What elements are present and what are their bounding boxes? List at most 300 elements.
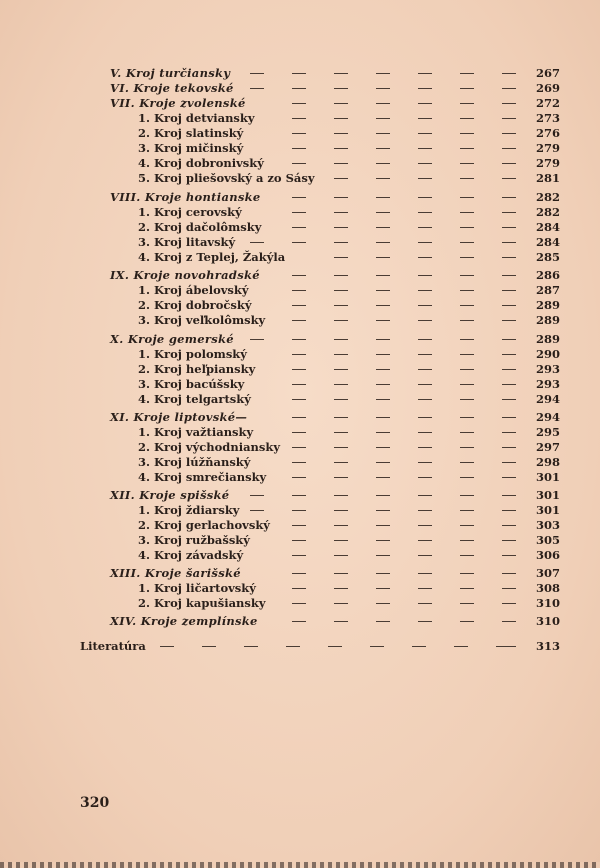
leader-dash [376,242,390,243]
leader-dash [460,603,474,604]
toc-page: 284 [535,235,560,249]
leader-dash [376,118,390,119]
leader-dash [334,399,348,400]
toc-label: 3. Kroj lúžňanský [138,455,251,469]
leader-dash [460,257,474,258]
leader-dash [502,621,516,622]
leader-dash [244,646,258,647]
leader-dash [460,133,474,134]
leader-dash [418,432,432,433]
leader-dash [376,540,390,541]
leader-dash [334,88,348,89]
toc-page: 269 [535,81,560,95]
leader-dash [292,510,306,511]
leader-dash [502,399,516,400]
toc-label: 3. Kroj mičinský [138,141,244,155]
leader-dash [376,354,390,355]
leader-dash [292,197,306,198]
toc-page: 294 [535,410,560,424]
leader-dash [250,88,264,89]
toc-label: 3. Kroj litavský [138,235,236,249]
leader-dash [418,555,432,556]
toc-label: IX. Kroje novohradské [110,268,260,282]
leader-dash [292,227,306,228]
leader-dash [502,555,516,556]
leader-dash [334,477,348,478]
leader-dash [418,178,432,179]
toc-entry [138,220,560,235]
leader-dash [460,477,474,478]
leader-dash [292,477,306,478]
toc-label: 1. Kroj ličartovský [138,581,256,595]
leader-dash [418,525,432,526]
leader-dash [502,118,516,119]
leader-dash [292,212,306,213]
leader-dash [292,369,306,370]
leader-dash [412,646,426,647]
leader-dash [460,525,474,526]
toc-label: XIV. Kroje zemplínske [110,614,258,628]
leader-dash [460,417,474,418]
toc-entry [138,235,560,250]
toc-page: 301 [535,470,560,484]
leader-dash [376,178,390,179]
leader-dash [292,339,306,340]
leader-dash [418,447,432,448]
leader-dash [376,525,390,526]
leader-dash [460,432,474,433]
toc-entry [138,141,560,156]
leader-dash [460,290,474,291]
toc-section [110,268,560,283]
leader-dash [376,227,390,228]
toc-entry [138,581,560,596]
leader-dash [502,148,516,149]
leader-dash [460,495,474,496]
leader-dash [460,227,474,228]
toc-page: 307 [535,566,560,580]
leader-dash [328,646,342,647]
leader-dash [502,510,516,511]
leader-dash [334,197,348,198]
toc-page: 276 [535,126,560,140]
leader-dash [376,510,390,511]
toc-page: 293 [535,377,560,391]
leader-dash [334,417,348,418]
leader-dash [418,384,432,385]
leader-dash [334,339,348,340]
leader-dash [418,510,432,511]
toc-label: XIII. Kroje šarišské [110,566,241,580]
leader-dash [376,339,390,340]
leader-dash [502,339,516,340]
toc-page: 286 [535,268,560,282]
leader-dash [334,384,348,385]
toc-section [110,332,560,347]
leader-dash [460,197,474,198]
leader-dash [502,525,516,526]
toc-label: 2. Kroj kapušiansky [138,596,266,610]
leader-dash [418,305,432,306]
leader-dash [250,510,264,511]
leader-dash [334,118,348,119]
leader-dash [418,197,432,198]
leader-dash [418,118,432,119]
toc-page: 313 [535,639,560,653]
leader-dash [502,290,516,291]
toc-label: 1. Kroj važtiansky [138,425,254,439]
leader-dash [160,646,174,647]
leader-dash [292,133,306,134]
leader-dash [376,257,390,258]
leader-dash [460,305,474,306]
toc-label: 3. Kroj ružbašský [138,533,250,547]
leader-dash [418,212,432,213]
leader-dash [250,242,264,243]
leader-dash [376,212,390,213]
leader-dash [502,212,516,213]
leader-dash [376,447,390,448]
leader-dash [334,573,348,574]
leader-dash [250,495,264,496]
leader-dash [460,88,474,89]
leader-dash [418,603,432,604]
leader-dash [334,103,348,104]
toc-label: 1. Kroj polomský [138,347,247,361]
toc-entry [138,362,560,377]
toc-section [110,190,560,205]
leader-dash [334,148,348,149]
toc-label: 4. Kroj z Teplej, Žakýla [138,250,286,264]
leader-dash [502,384,516,385]
leader-dash [292,354,306,355]
toc-section [110,566,560,581]
toc-label: 2. Kroj dobročský [138,298,252,312]
leader-dash [418,290,432,291]
leader-dash [334,354,348,355]
toc-page: 267 [535,66,560,80]
toc-label: XII. Kroje spišské [110,488,230,502]
toc-entry [138,596,560,611]
leader-dash [292,73,306,74]
toc-page: 295 [535,425,560,439]
leader-dash [334,447,348,448]
leader-dash [292,621,306,622]
leader-dash [460,148,474,149]
leader-dash [460,73,474,74]
toc-page: 310 [535,614,560,628]
leader-dash [502,540,516,541]
leader-dash [418,477,432,478]
leader-dash [376,133,390,134]
leader-dash [460,462,474,463]
toc-label: 2. Kroj slatinský [138,126,244,140]
toc-page: 301 [535,488,560,502]
toc-entry [138,455,560,470]
leader-dash [418,73,432,74]
toc-entry [138,156,560,171]
toc-entry [138,440,560,455]
leader-dash [292,148,306,149]
toc-label: 4. Kroj závadský [138,548,244,562]
toc-page: 287 [535,283,560,297]
leader-dash [502,257,516,258]
leader-dash [292,540,306,541]
leader-dash [292,588,306,589]
toc-label: 2. Kroj východniansky [138,440,281,454]
toc-entry [138,518,560,533]
leader-dash [460,339,474,340]
leader-dash [376,320,390,321]
leader-dash [334,320,348,321]
toc-label: 1. Kroj detviansky [138,111,255,125]
leader-dash [376,88,390,89]
leader-dash [334,588,348,589]
toc-label: 2. Kroj dačolômsky [138,220,262,234]
leader-dash [502,163,516,164]
leader-dash [376,603,390,604]
page-number: 320 [80,795,110,811]
toc-entry [138,205,560,220]
leader-dash [418,163,432,164]
leader-dash [418,275,432,276]
leader-dash [460,118,474,119]
leader-dash [502,275,516,276]
leader-dash [292,417,306,418]
leader-dash [460,621,474,622]
leader-dash [292,384,306,385]
leader-dash [460,275,474,276]
leader-dash [292,118,306,119]
leader-dash [502,320,516,321]
leader-dash [376,163,390,164]
toc-label: VII. Kroje zvolenské [110,96,246,110]
leader-dash [502,495,516,496]
toc-section [110,488,560,503]
toc-label: 3. Kroj bacúšsky [138,377,245,391]
leader-dash [502,197,516,198]
leader-dash [418,621,432,622]
leader-dash [376,621,390,622]
toc-page: 289 [535,298,560,312]
leader-dash [502,432,516,433]
toc-page: 297 [535,440,560,454]
leader-dash [292,555,306,556]
leader-dash [460,178,474,179]
toc-entry [138,126,560,141]
toc-label: XI. Kroje liptovské— [110,410,248,424]
leader-dash [334,227,348,228]
toc-page: 272 [535,96,560,110]
leader-dash [292,462,306,463]
leader-dash [334,163,348,164]
leader-dash [292,275,306,276]
leader-dash [334,525,348,526]
leader-dash [376,417,390,418]
toc-page: 290 [535,347,560,361]
leader-dash [460,163,474,164]
toc-entry [138,470,560,485]
leader-dash [418,354,432,355]
toc-section [110,410,560,425]
toc-page: 279 [535,141,560,155]
leader-dash [418,339,432,340]
toc-page: 282 [535,190,560,204]
toc-label: VI. Kroje tekovské [110,81,234,95]
leader-dash [502,477,516,478]
toc-entry [138,171,560,186]
toc-section [110,614,560,629]
leader-dash [292,603,306,604]
leader-dash [460,588,474,589]
toc-entry [138,503,560,518]
toc-page: 284 [535,220,560,234]
toc-page: 310 [535,596,560,610]
leader-dash [418,417,432,418]
leader-dash [502,73,516,74]
toc-section [110,81,560,96]
leader-dash [376,573,390,574]
leader-dash [292,290,306,291]
leader-dash [376,555,390,556]
leader-dash [460,354,474,355]
leader-dash [334,510,348,511]
leader-dash [334,275,348,276]
toc-page: 301 [535,503,560,517]
leader-dash [460,103,474,104]
leader-dash [418,148,432,149]
leader-dash [418,227,432,228]
toc-literature [80,639,560,654]
leader-dash [376,432,390,433]
leader-dash [418,540,432,541]
toc-page: 293 [535,362,560,376]
leader-dash [334,290,348,291]
toc-entry [138,392,560,407]
leader-dash [376,305,390,306]
toc-page: 305 [535,533,560,547]
leader-dash [460,573,474,574]
toc-label: 4. Kroj dobronivský [138,156,264,170]
leader-dash [292,242,306,243]
toc-page: 294 [535,392,560,406]
leader-dash [292,432,306,433]
leader-dash [334,369,348,370]
leader-dash [334,178,348,179]
leader-dash [376,477,390,478]
toc-label: 4. Kroj telgartský [138,392,251,406]
toc-page: 281 [535,171,560,185]
leader-dash [502,305,516,306]
toc-label: 3. Kroj veľkolômsky [138,313,266,327]
leader-dash [502,588,516,589]
toc-page: 285 [535,250,560,264]
leader-dash [418,369,432,370]
toc-page: 289 [535,313,560,327]
toc-section [110,96,560,111]
toc-label: 4. Kroj smrečiansky [138,470,267,484]
leader-dash [376,462,390,463]
leader-dash [460,540,474,541]
toc-page: 306 [535,548,560,562]
toc-entry [138,347,560,362]
toc-label: VIII. Kroje hontianske [110,190,261,204]
leader-dash [376,384,390,385]
leader-dash [502,88,516,89]
leader-dash [292,103,306,104]
leader-dash [502,603,516,604]
leader-dash [376,588,390,589]
toc-entry [138,548,560,563]
toc-label: 1. Kroj ždiarsky [138,503,240,517]
toc-label: 2. Kroj gerlachovský [138,518,270,532]
toc-page: 289 [535,332,560,346]
leader-dash [334,242,348,243]
leader-dash [376,73,390,74]
leader-dash [502,178,516,179]
leader-dash [292,320,306,321]
toc-label: 5. Kroj pliešovský a zo Sásy [138,171,315,185]
leader-dash [418,242,432,243]
leader-dash [376,275,390,276]
toc-entry [138,250,560,265]
leader-dash [334,603,348,604]
leader-dash [202,646,216,647]
leader-dash [460,447,474,448]
leader-dash [418,495,432,496]
leader-dash [502,462,516,463]
leader-dash [334,540,348,541]
toc-label: 2. Kroj heľpiansky [138,362,256,376]
leader-dash [370,646,384,647]
leader-dash [418,133,432,134]
leader-dash [460,212,474,213]
toc-page: 279 [535,156,560,170]
leader-dash [418,103,432,104]
toc-entry [138,111,560,126]
leader-dash [418,257,432,258]
toc-label: V. Kroj turčiansky [110,66,231,80]
toc-page: 308 [535,581,560,595]
leader-dash [418,320,432,321]
leader-dash [502,646,516,647]
leader-dash [292,525,306,526]
toc-page: 273 [535,111,560,125]
leader-dash [418,588,432,589]
leader-dash [334,212,348,213]
leader-dash [376,369,390,370]
leader-dash [376,290,390,291]
leader-dash [376,495,390,496]
toc-label: 1. Kroj cerovský [138,205,242,219]
toc-page: 282 [535,205,560,219]
toc-section [110,66,560,81]
leader-dash [502,103,516,104]
leader-dash [502,227,516,228]
leader-dash [286,646,300,647]
leader-dash [376,399,390,400]
leader-dash [418,88,432,89]
toc-page: 298 [535,455,560,469]
leader-dash [334,621,348,622]
leader-dash [334,305,348,306]
toc-entry [138,377,560,392]
leader-dash [334,257,348,258]
leader-dash [460,399,474,400]
leader-dash [460,555,474,556]
leader-dash [502,369,516,370]
leader-dash [502,417,516,418]
